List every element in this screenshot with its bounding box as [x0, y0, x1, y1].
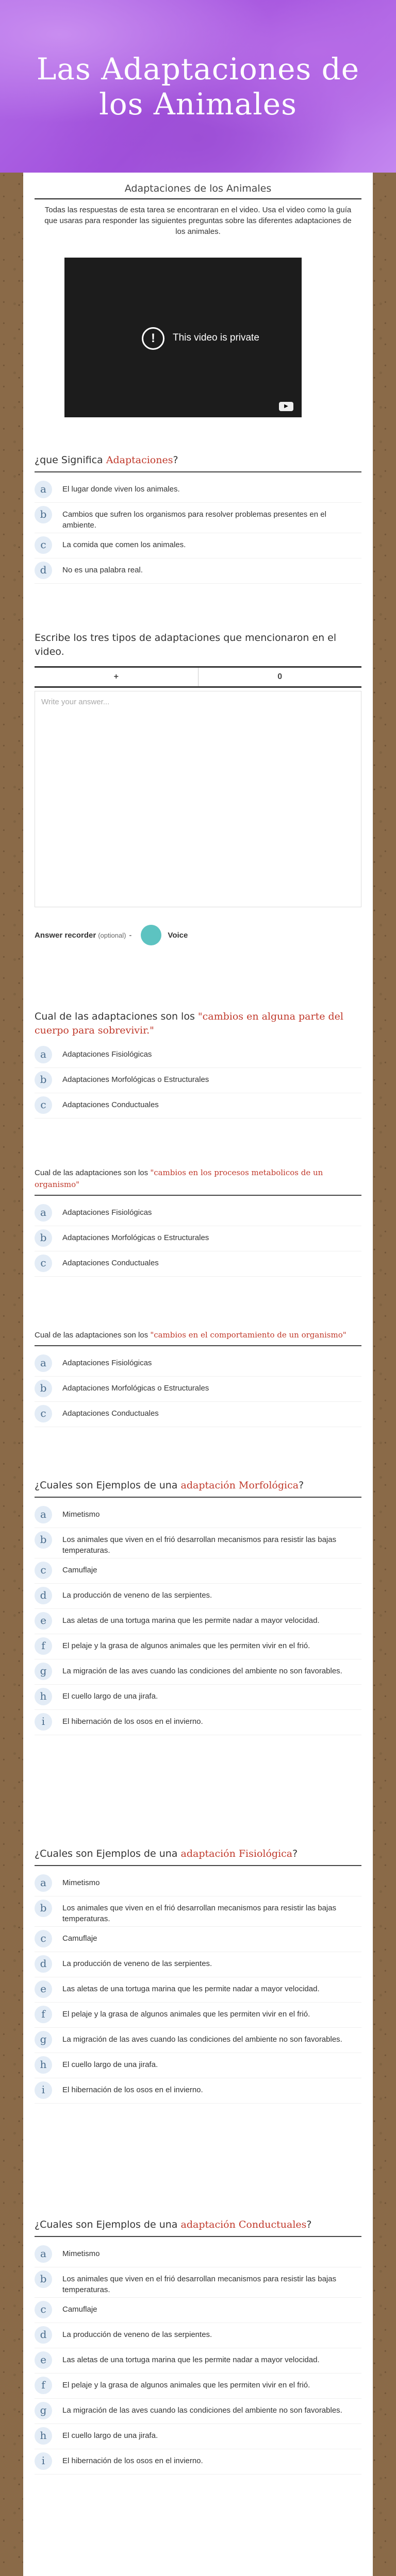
option-text: La comida que comen los animales. [62, 540, 186, 549]
divider [35, 1195, 361, 1196]
question-2 [35, 631, 361, 907]
option-item[interactable] [35, 1531, 361, 1558]
question-text: Cual de las adaptaciones son los "cambios en los procesos metabolicos de un organismo" [35, 1168, 323, 1189]
option-text: Adaptaciones Morfológicas o Estructurales [62, 1384, 209, 1393]
lesson-card [23, 173, 373, 2576]
question-text: ¿Cuales son Ejemplos de una adaptación Morfológica? [35, 1480, 304, 1491]
option-letter: b [35, 1380, 52, 1397]
option-item[interactable] [35, 1562, 361, 1584]
option-item[interactable] [35, 1204, 361, 1226]
option-letter: a [35, 1506, 52, 1523]
question-text: Escribe los tres tipos de adaptaciones que mencionaron en el video. [35, 632, 337, 657]
option-letter: c [35, 1405, 52, 1422]
question-text: Cual de las adaptaciones son los "cambios en el comportamiento de un organismo" [35, 1330, 346, 1340]
option-text: No es una palabra real. [62, 566, 143, 574]
option-letter: e [35, 1612, 52, 1630]
option-letter: a [35, 1046, 52, 1063]
header-banner [0, 0, 396, 173]
answer-textarea[interactable]: Write your answer... [35, 691, 361, 907]
option-letter: a [35, 1204, 52, 1222]
option-item[interactable] [35, 1688, 361, 1710]
option-letter: a [35, 2245, 52, 2263]
option-letter: f [35, 2006, 52, 2023]
option-text: Adaptaciones Morfológicas o Estructurales [62, 1233, 209, 1242]
option-letter: c [35, 1930, 52, 1947]
option-letter: c [35, 1255, 52, 1272]
option-text: Cambios que sufren los organismos para resolver problemas presentes en el ambiente. [62, 510, 326, 530]
option-text: Adaptaciones Morfológicas o Estructurales [62, 1075, 209, 1084]
intro-text: Todas las respuestas de esta tarea se encontraran en el video. Usa el video como la guía que usaras para responder las siguientes preguntas sobre las diferentes adaptaciones de los animales. [44, 206, 352, 236]
option-text: El hibernación de los osos en el invierno. [62, 1717, 203, 1726]
option-text: Las aletas de una tortuga marina que les permite nadar a mayor velocidad. [62, 1616, 320, 1625]
video-message: This video is private [173, 332, 259, 343]
option-letter: d [35, 562, 52, 579]
options-list [35, 1874, 361, 2104]
option-letter: g [35, 1663, 52, 1680]
option-letter: h [35, 2056, 52, 2074]
option-letter: a [35, 1354, 52, 1372]
option-item[interactable] [35, 481, 361, 503]
option-text: El cuello largo de una jirafa. [62, 2431, 158, 2440]
option-letter: b [35, 1531, 52, 1549]
option-letter: i [35, 1713, 52, 1731]
option-letter: i [35, 2081, 52, 2099]
question-7 [35, 1847, 361, 2107]
option-item[interactable] [35, 1587, 361, 1609]
option-item[interactable] [35, 2006, 361, 2028]
option-item[interactable] [35, 1046, 361, 1068]
option-letter: b [35, 1229, 52, 1247]
options-list [35, 1506, 361, 1735]
option-text: Adaptaciones Fisiológicas [62, 1208, 152, 1217]
option-letter: g [35, 2031, 52, 2048]
option-letter: b [35, 2270, 52, 2288]
divider [35, 1497, 361, 1498]
option-text: Los animales que viven en el frió desarrollan mecanismos para resistir las bajas temperaturas. [62, 1904, 337, 1923]
divider [35, 1865, 361, 1866]
option-text: El pelaje y la grasa de algunos animales que les permiten vivir en el frió. [62, 2010, 310, 2019]
option-letter: c [35, 2301, 52, 2318]
option-letter: i [35, 2452, 52, 2470]
option-text: El lugar donde viven los animales. [62, 485, 180, 494]
page-title: Las Adaptaciones de los Animales [36, 52, 360, 122]
recorder-optional: (optional) [98, 931, 126, 939]
option-letter: c [35, 1562, 52, 1579]
option-item[interactable] [35, 2301, 361, 2323]
option-text: Adaptaciones Conductuales [62, 1100, 159, 1109]
table-header-zero: 0 [277, 672, 283, 681]
options-list [35, 1204, 361, 1277]
question-1 [35, 453, 361, 587]
option-item[interactable] [35, 2031, 361, 2053]
option-text: El cuello largo de una jirafa. [62, 2060, 158, 2069]
option-item[interactable] [35, 1354, 361, 1377]
question-4 [35, 1167, 361, 1280]
option-text: La migración de las aves cuando las condiciones del ambiente no son favorables. [62, 2406, 342, 2415]
question-text: ¿Cuales son Ejemplos de una adaptación Fisiológica? [35, 1848, 298, 1859]
option-item[interactable] [35, 2245, 361, 2267]
option-letter: b [35, 506, 52, 523]
option-text: El hibernación de los osos en el invierno. [62, 2086, 203, 2094]
option-text: Camuflaje [62, 2305, 97, 2314]
option-letter: a [35, 1874, 52, 1892]
option-text: Adaptaciones Fisiológicas [62, 1359, 152, 1367]
option-letter: d [35, 1955, 52, 1973]
option-item[interactable] [35, 506, 361, 533]
option-text: La migración de las aves cuando las condiciones del ambiente no son favorables. [62, 1667, 342, 1675]
option-item[interactable] [35, 2056, 361, 2078]
question-6 [35, 1479, 361, 1738]
option-letter: h [35, 1688, 52, 1705]
option-text: La producción de veneno de las serpientes. [62, 2330, 212, 2339]
option-item[interactable] [35, 1071, 361, 1093]
question-text: ¿que Significa Adaptaciones? [35, 454, 178, 466]
option-letter: c [35, 536, 52, 554]
option-text: Adaptaciones Conductuales [62, 1259, 159, 1267]
option-item[interactable] [35, 1637, 361, 1659]
option-letter: b [35, 1071, 52, 1089]
answer-table [35, 666, 361, 688]
divider [35, 2236, 361, 2237]
option-item[interactable] [35, 536, 361, 558]
option-item[interactable] [35, 1229, 361, 1251]
option-letter: d [35, 1587, 52, 1604]
option-item[interactable] [35, 2351, 361, 2374]
option-text: El pelaje y la grasa de algunos animales que les permiten vivir en el frió. [62, 2381, 310, 2389]
option-letter: e [35, 1980, 52, 1998]
options-list [35, 2245, 361, 2475]
divider [35, 198, 361, 199]
option-text: La producción de veneno de las serpientes. [62, 1591, 212, 1600]
options-list [35, 1046, 361, 1118]
option-letter: f [35, 1637, 52, 1655]
option-item[interactable] [35, 1380, 361, 1402]
option-text: Mimetismo [62, 1878, 100, 1887]
option-letter: a [35, 481, 52, 498]
option-text: Adaptaciones Fisiológicas [62, 1050, 152, 1059]
option-item[interactable] [35, 1405, 361, 1427]
option-item[interactable] [35, 2081, 361, 2104]
option-item[interactable] [35, 2270, 361, 2298]
option-text: Las aletas de una tortuga marina que les permite nadar a mayor velocidad. [62, 1985, 320, 1993]
option-item[interactable] [35, 1900, 361, 1927]
recorder-label: Answer recorder [35, 930, 96, 940]
option-text: Camuflaje [62, 1934, 97, 1943]
option-text: El pelaje y la grasa de algunos animales que les permiten vivir en el frió. [62, 1641, 310, 1650]
option-text: Los animales que viven en el frió desarrollan mecanismos para resistir las bajas temperaturas. [62, 1535, 337, 1555]
option-item[interactable] [35, 1930, 361, 1952]
option-item[interactable] [35, 1713, 361, 1735]
question-8 [35, 2218, 361, 2478]
options-list [35, 481, 361, 584]
option-letter: e [35, 2351, 52, 2369]
question-text: Cual de las adaptaciones son los "cambios en alguna parte del cuerpo para sobrevivir." [35, 1011, 343, 1036]
intro-title: Adaptaciones de los Animales [124, 183, 272, 194]
video-player[interactable] [64, 258, 302, 417]
voice-label: Voice [168, 930, 188, 940]
option-item[interactable] [35, 562, 361, 584]
option-text: La migración de las aves cuando las condiciones del ambiente no son favorables. [62, 2035, 342, 2044]
option-text: Mimetismo [62, 2249, 100, 2258]
option-text: Camuflaje [62, 1566, 97, 1574]
table-header-plus: + [35, 668, 199, 686]
answer-recorder [35, 925, 361, 945]
option-item[interactable] [35, 2452, 361, 2475]
options-list [35, 1354, 361, 1427]
option-text: La producción de veneno de las serpientes. [62, 1959, 212, 1968]
option-text: Mimetismo [62, 1510, 100, 1519]
option-item[interactable] [35, 1874, 361, 1896]
option-text: El cuello largo de una jirafa. [62, 1692, 158, 1701]
intro-section [35, 183, 361, 237]
option-item[interactable] [35, 1955, 361, 1977]
question-text: ¿Cuales son Ejemplos de una adaptación Conductuales? [35, 2219, 312, 2230]
recorder-dash: - [129, 930, 132, 940]
option-item[interactable] [35, 2377, 361, 2399]
option-letter: d [35, 2326, 52, 2344]
option-item[interactable] [35, 1506, 361, 1528]
option-item[interactable] [35, 1980, 361, 2003]
option-item[interactable] [35, 1096, 361, 1118]
option-letter: b [35, 1900, 52, 1917]
option-item[interactable] [35, 1612, 361, 1634]
question-5 [35, 1329, 361, 1430]
divider [35, 1345, 361, 1346]
option-item[interactable] [35, 1663, 361, 1685]
voice-record-button[interactable] [141, 925, 161, 945]
question-3 [35, 1010, 361, 1122]
option-letter: h [35, 2427, 52, 2445]
option-text: Los animales que viven en el frió desarrollan mecanismos para resistir las bajas temperaturas. [62, 2275, 337, 2294]
divider [35, 471, 361, 472]
alert-icon: ! [142, 327, 164, 350]
option-text: Adaptaciones Conductuales [62, 1409, 159, 1418]
option-item[interactable] [35, 1255, 361, 1277]
youtube-icon[interactable]: ▶ [279, 402, 293, 411]
option-letter: f [35, 2377, 52, 2394]
option-item[interactable] [35, 2427, 361, 2449]
option-item[interactable] [35, 2402, 361, 2424]
option-item[interactable] [35, 2326, 361, 2348]
option-letter: c [35, 1096, 52, 1114]
option-text: Las aletas de una tortuga marina que les permite nadar a mayor velocidad. [62, 2355, 320, 2364]
option-letter: g [35, 2402, 52, 2419]
option-text: El hibernación de los osos en el invierno. [62, 2456, 203, 2465]
